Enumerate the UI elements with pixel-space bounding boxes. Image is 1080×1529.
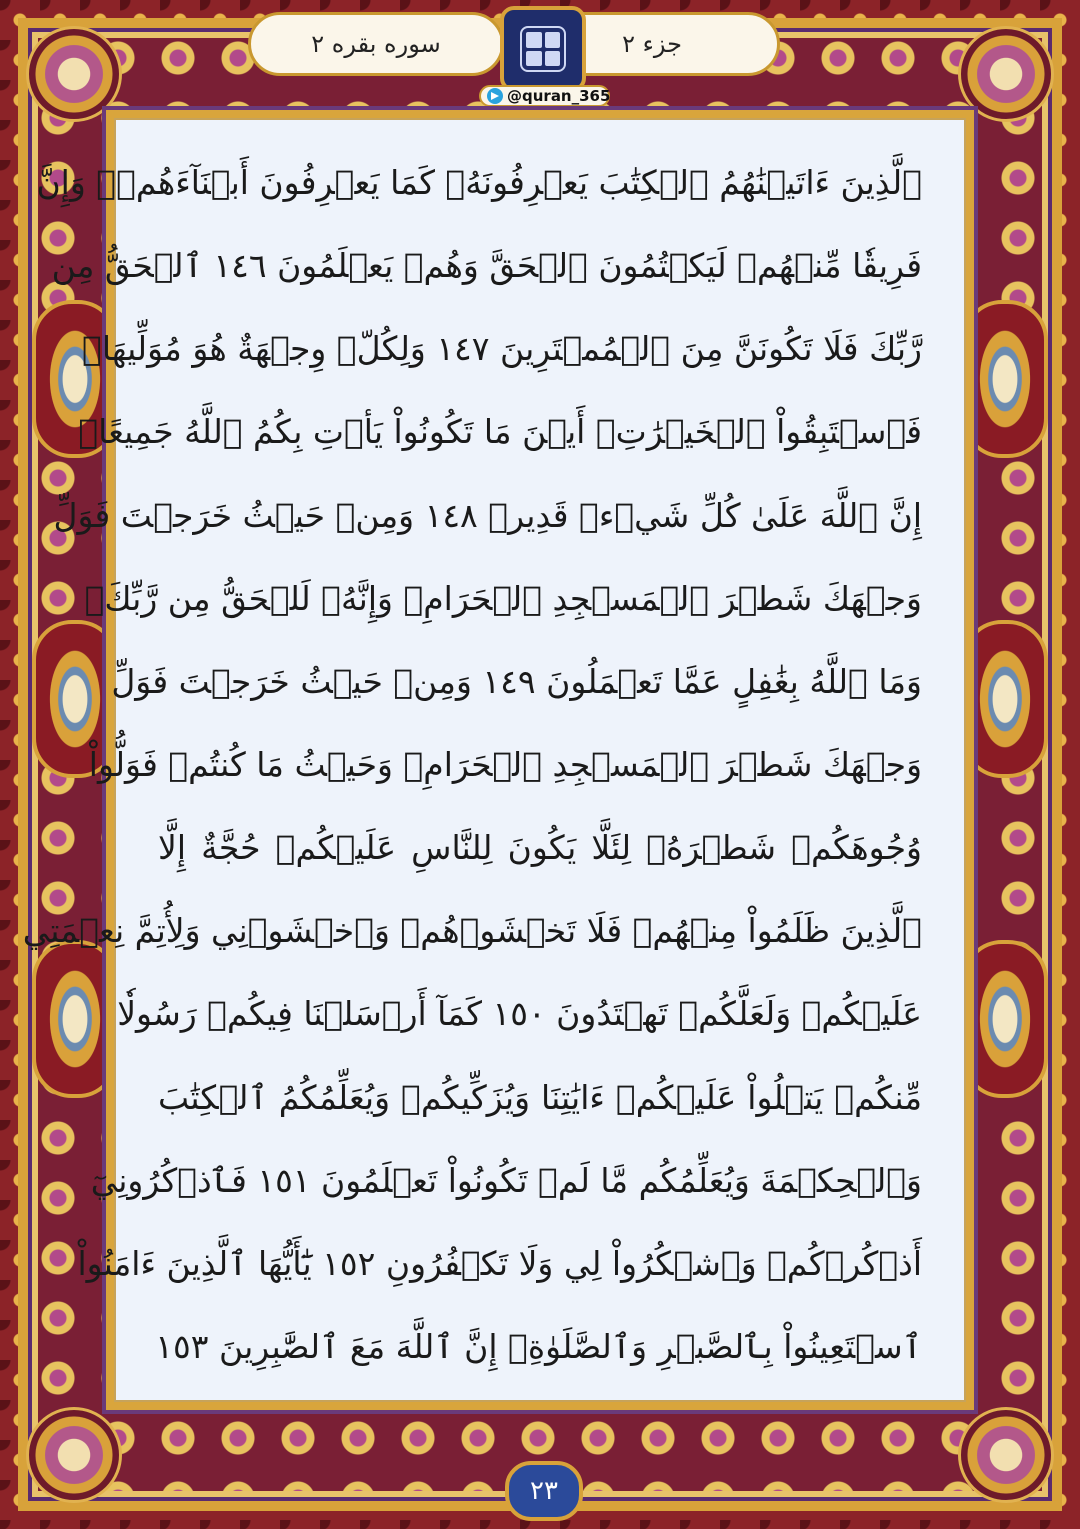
surah-label-text: سوره بقره ۲ bbox=[311, 30, 441, 58]
verse-line: وُجُوهَكُمۡ شَطۡرَهُۥ لِئَلَّا يَكُونَ لِلنَّاسِ عَلَيۡكُمۡ حُجَّةٌ إِلَّا bbox=[158, 828, 922, 868]
verse-line: ٱلَّذِينَ ءَاتَيۡنَٰهُمُ ٱلۡكِتَٰبَ يَعۡرِفُونَهُۥ كَمَا يَعۡرِفُونَ أَبۡنَآءَهُمۡۖ وَإِنَّ bbox=[36, 163, 922, 202]
verse-line: رَّبِّكَ فَلَا تَكُونَنَّ مِنَ ٱلۡمُمۡتَرِينَ ١٤٧ وَلِكُلّٖ وِجۡهَةٌ هُوَ مُوَلِّيهَاۖ bbox=[82, 329, 922, 369]
verse-line: وَٱلۡحِكۡمَةَ وَيُعَلِّمُكُم مَّا لَمۡ تَكُونُواْ تَعۡلَمُونَ ١٥١ فَٱذۡكُرُونِيٓ bbox=[90, 1160, 922, 1200]
corner-ornament-top-right bbox=[958, 26, 1054, 122]
channel-handle-text: @quran_365 bbox=[507, 87, 611, 105]
verse-line: أَذۡكُرۡكُمۡ وَٱشۡكُرُواْ لِي وَلَا تَكۡفُرُونِ ١٥٢ يَٰٓأَيُّهَا ٱلَّذِينَ ءَامَنُواْ bbox=[77, 1243, 922, 1283]
page-number bbox=[505, 1461, 583, 1521]
verse-line: وَجۡهَكَ شَطۡرَ ٱلۡمَسۡجِدِ ٱلۡحَرَامِۖ وَإِنَّهُۥ لَلۡحَقُّ مِن رَّبِّكَۗ bbox=[84, 578, 922, 618]
channel-handle-badge[interactable] bbox=[479, 85, 610, 107]
verse-line: ٱسۡتَعِينُواْ بِٱلصَّبۡرِ وَٱلصَّلَوٰةِۚ إِنَّ ٱللَّهَ مَعَ ٱلصَّٰبِرِينَ ١٥٣ bbox=[155, 1326, 922, 1366]
verse-lines bbox=[22, 148, 922, 1382]
quran-logo-icon bbox=[500, 6, 586, 92]
side-medallion bbox=[962, 620, 1048, 778]
surah-label bbox=[248, 12, 504, 76]
verse-line: مِّنكُمۡ يَتۡلُواْ عَلَيۡكُمۡ ءَايَٰتِنَا وَيُزَكِّيكُمۡ وَيُعَلِّمُكُمُ ٱلۡكِتَٰبَ bbox=[158, 1077, 922, 1117]
verse-line: ٱلَّذِينَ ظَلَمُواْ مِنۡهُمۡ فَلَا تَخۡشَوۡهُمۡ وَٱخۡشَوۡنِي وَلِأُتِمَّ نِعۡمَتِي bbox=[22, 911, 922, 951]
verse-line: عَلَيۡكُمۡ وَلَعَلَّكُمۡ تَهۡتَدُونَ ١٥٠ كَمَآ أَرۡسَلۡنَا فِيكُمۡ رَسُولٗا bbox=[117, 994, 922, 1034]
side-medallion bbox=[962, 940, 1048, 1098]
verse-line: فَٱسۡتَبِقُواْ ٱلۡخَيۡرَٰتِۚ أَيۡنَ مَا تَكُونُواْ يَأۡتِ بِكُمُ ٱللَّهُ جَمِيعًاۚ bbox=[78, 412, 922, 452]
corner-ornament-top-left bbox=[26, 26, 122, 122]
verse-line: إِنَّ ٱللَّهَ عَلَىٰ كُلِّ شَيۡءٖ قَدِيرٞ ١٤٨ وَمِنۡ حَيۡثُ خَرَجۡتَ فَوَلِّ bbox=[53, 495, 922, 535]
corner-ornament-bottom-right bbox=[958, 1407, 1054, 1503]
verse-line: وَجۡهَكَ شَطۡرَ ٱلۡمَسۡجِدِ ٱلۡحَرَامِۚ وَحَيۡثُ مَا كُنتُمۡ فَوَلُّواْ bbox=[88, 744, 922, 784]
verse-line: فَرِيقٗا مِّنۡهُمۡ لَيَكۡتُمُونَ ٱلۡحَقَّ وَهُمۡ يَعۡلَمُونَ ١٤٦ ٱلۡحَقُّ مِن bbox=[51, 246, 922, 286]
verse-line: وَمَا ٱللَّهُ بِغَٰفِلٍ عَمَّا تَعۡمَلُونَ ١٤٩ وَمِنۡ حَيۡثُ خَرَجۡتَ فَوَلِّ bbox=[111, 661, 922, 701]
side-medallion bbox=[962, 300, 1048, 458]
page-number-text: ۲۳ bbox=[530, 1476, 558, 1506]
juz-label-text: جزء ۲ bbox=[622, 30, 682, 58]
corner-ornament-bottom-left bbox=[26, 1407, 122, 1503]
telegram-icon bbox=[487, 88, 503, 104]
verse-text-panel bbox=[22, 110, 974, 1410]
